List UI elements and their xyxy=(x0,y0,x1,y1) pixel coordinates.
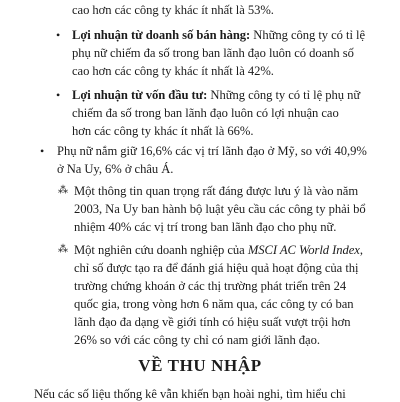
sub-item-label: Lợi nhuận từ vốn đầu tư: xyxy=(72,88,208,102)
text-line: chỉ số được tạo ra để đánh giá hiệu quả hoạt động của thị xyxy=(74,261,359,275)
text-line: Phụ nữ nắm giữ 16,6% các vị trí lãnh đạo ở Mỹ, so với 40,9% xyxy=(57,144,367,158)
asterism-icon: ⁂ xyxy=(58,244,68,255)
text-line: hơn các công ty khác ít nhất là 66%. xyxy=(72,124,254,138)
sub-item-investment-line-1 xyxy=(72,87,360,103)
text-line: 26% so với các công ty chỉ có nam giới lãnh đạo. xyxy=(74,333,320,347)
text-line: quốc gia, trong vòng hơn 6 năm qua, các công ty có ban xyxy=(74,297,354,311)
text-line: 2003, Na Uy ban hành bộ luật yêu cầu các công ty phải bổ xyxy=(74,202,366,216)
text-fragment: , xyxy=(359,243,363,257)
asterism-icon: ⁂ xyxy=(58,185,68,196)
text-line: cao hơn các công ty khác ít nhất là 42%. xyxy=(72,64,274,78)
index-name: MSCI AC World Index xyxy=(247,243,360,257)
sub-item-label: Lợi nhuận từ doanh số bán hàng: xyxy=(72,28,251,42)
text-line: ở Na Uy, 6% ở châu Á. xyxy=(57,162,174,176)
text-line: Nếu các số liệu thống kê vẫn khiến bạn hoài nghi, tìm hiểu chi xyxy=(34,387,346,401)
section-heading: VỀ THU NHẬP xyxy=(138,356,262,375)
text-line: Một thông tin quan trọng rất đáng được lưu ý là vào năm xyxy=(74,184,359,198)
bullet-icon: • xyxy=(56,28,61,42)
text-line: phụ nữ chiếm đa số trong ban lãnh đạo luôn có doanh số xyxy=(72,46,354,60)
sub-item-sales-line-1 xyxy=(72,27,365,43)
text-fragment: Một nghiên cứu doanh nghiệp của xyxy=(74,243,248,257)
bullet-icon: • xyxy=(56,88,61,102)
text-line: nhiệm 40% các vị trí trong ban lãnh đạo cho phụ nữ. xyxy=(74,220,337,234)
text-line: lãnh đạo đa dạng về giới tính có hiệu suất vượt trội hơn xyxy=(74,315,351,329)
text-line: chiếm đa số trong ban lãnh đạo luôn có lợi nhuận cao xyxy=(72,106,339,120)
text-fragment: Những công ty có tỉ lệ phụ nữ xyxy=(207,88,361,102)
bullet-icon: • xyxy=(40,144,45,158)
text-line: cao hơn các công ty khác ít nhất là 53%. xyxy=(72,3,274,17)
text-line xyxy=(74,242,363,258)
text-line: trường chứng khoán ở các thị trường phát triển trên 24 xyxy=(74,279,347,293)
text-fragment: Những công ty có tỉ lệ xyxy=(250,28,365,42)
